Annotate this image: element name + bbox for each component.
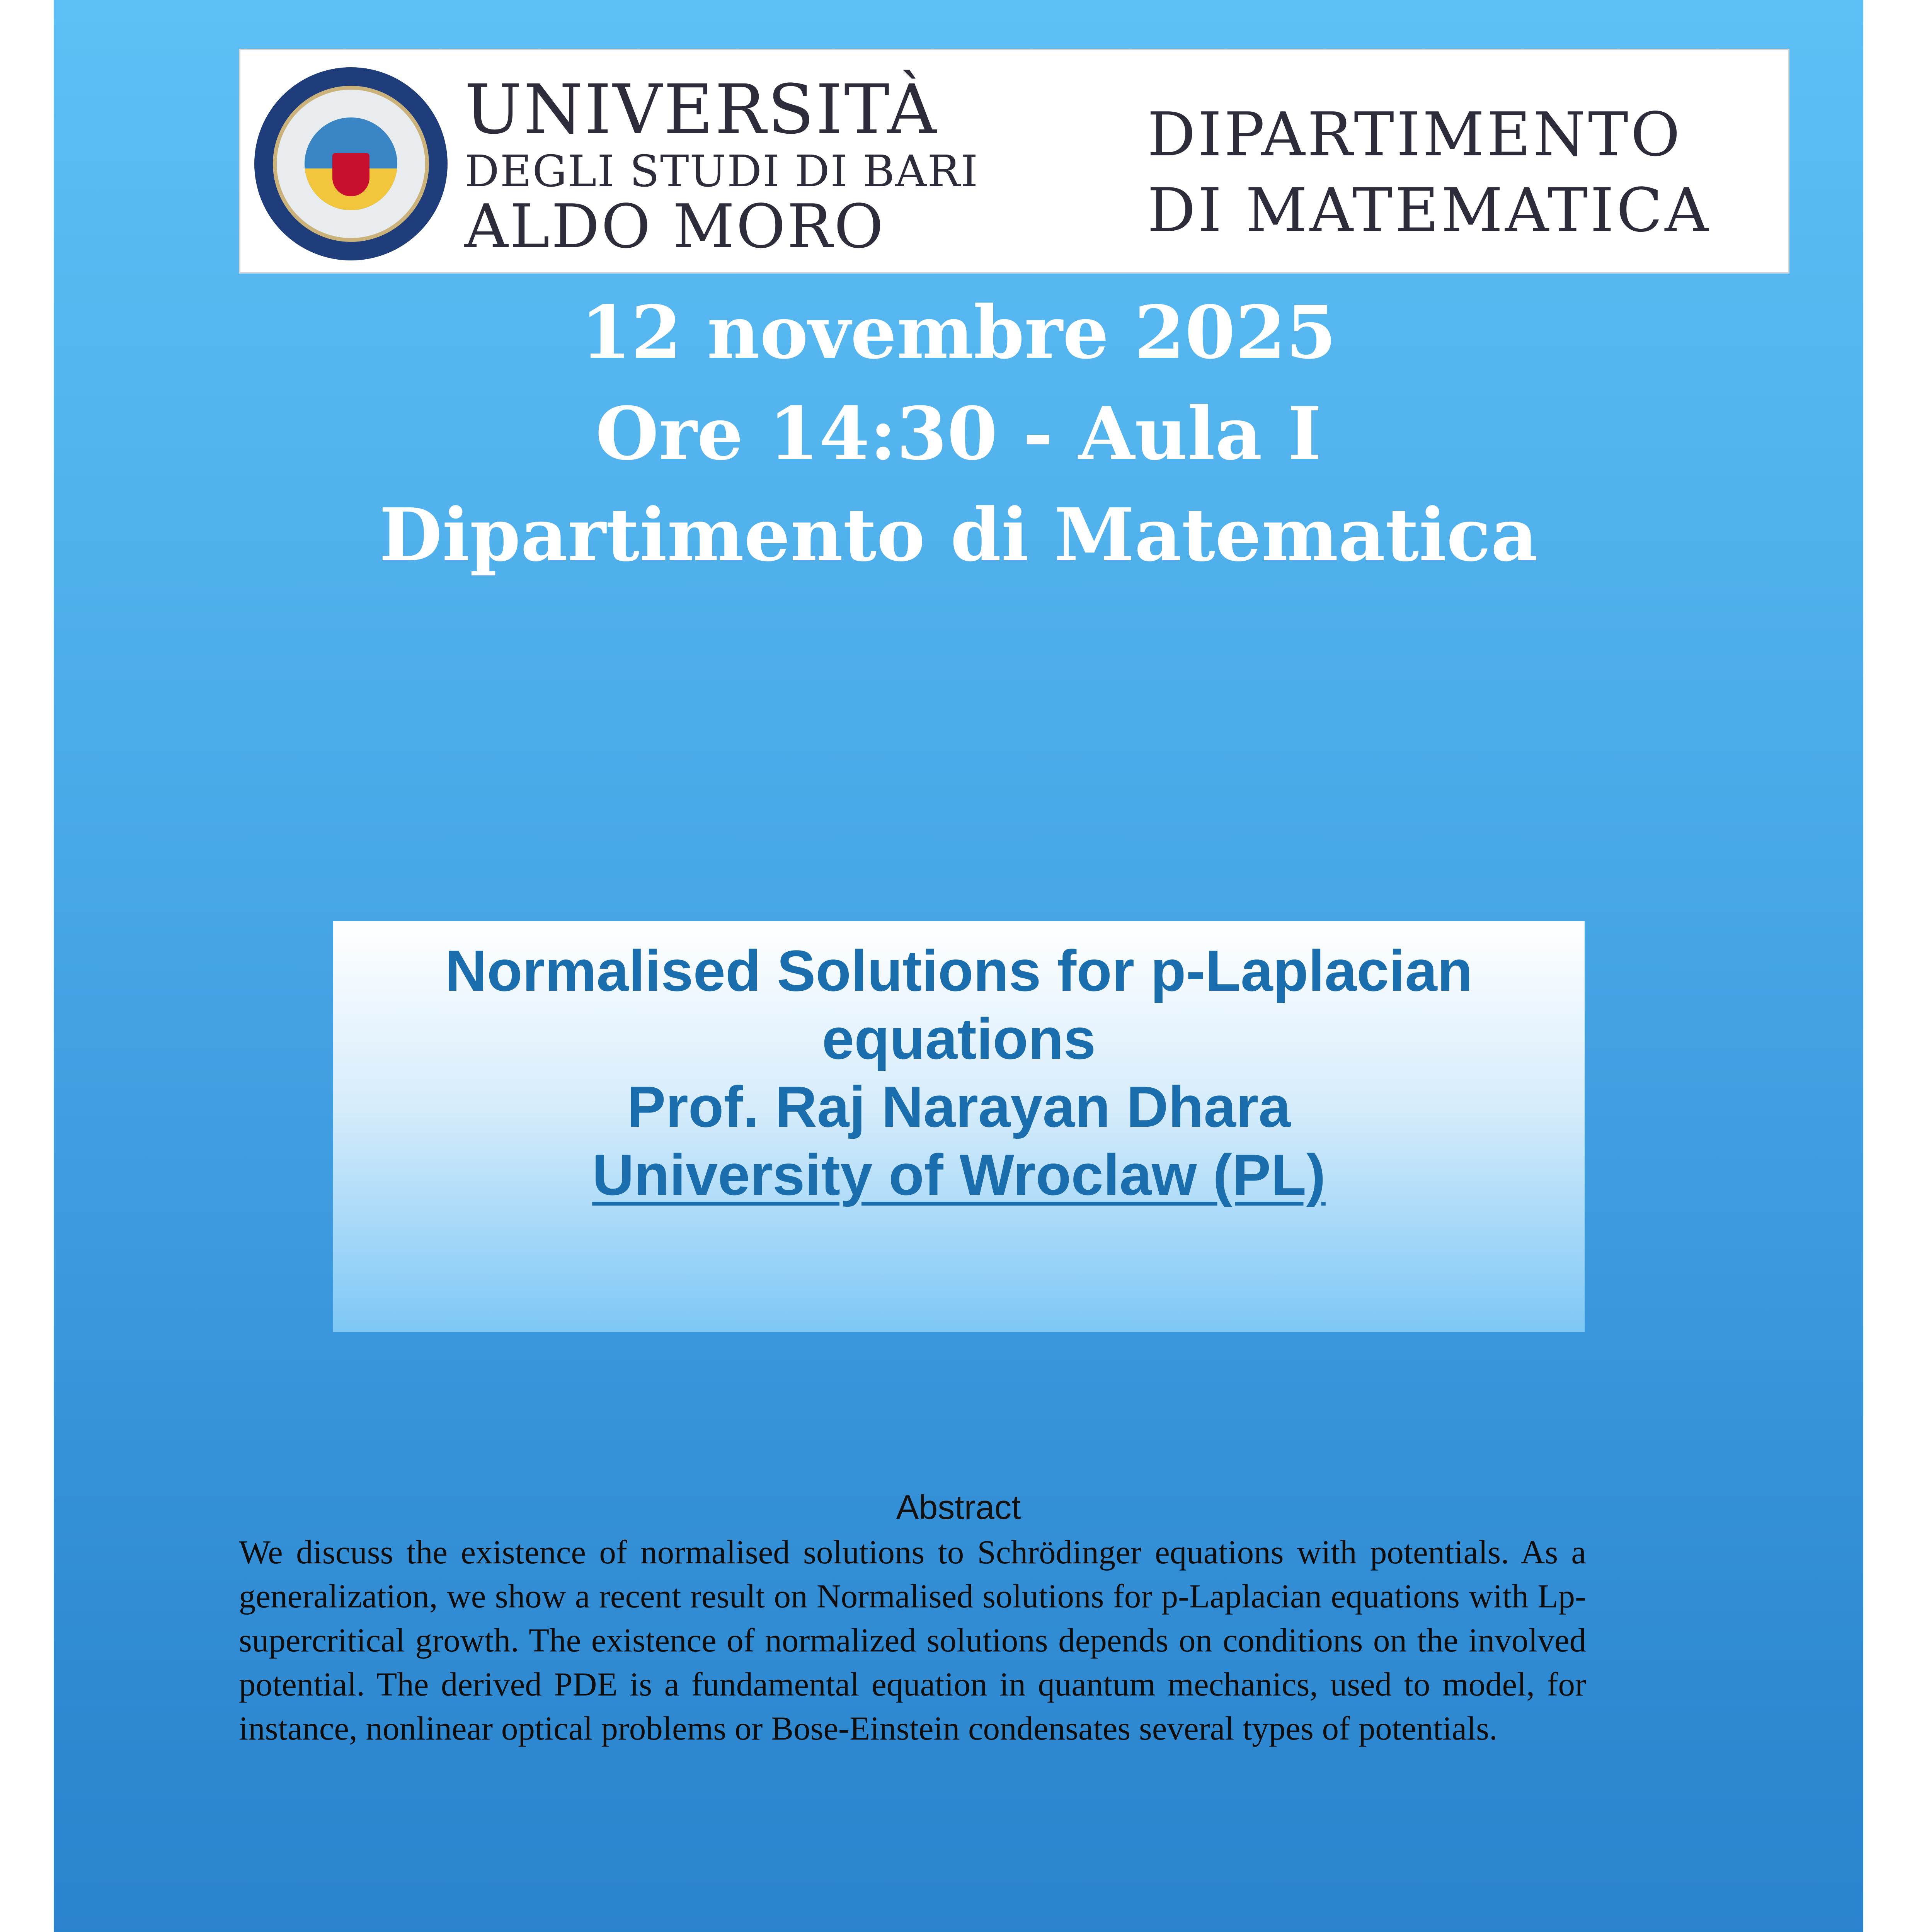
talk-title-line1: Normalised Solutions for p-Laplacian — [445, 938, 1473, 1003]
university-name-line2: DEGLI STUDI DI BARI — [465, 146, 979, 197]
department-name-line2: DI MATEMATICA — [1147, 175, 1711, 245]
poster — [54, 0, 1863, 1932]
university-name-line3: ALDO MORO — [465, 191, 885, 262]
talk-title-line2: equations — [822, 1006, 1096, 1071]
header-banner — [239, 49, 1789, 274]
event-date: 12 novembre 2025 — [581, 290, 1336, 375]
event-venue: Dipartimento di Matematica — [379, 492, 1538, 578]
event-info — [54, 282, 1863, 586]
abstract-text: We discuss the existence of normalised solutions to Schrödinger equations with potentials. As a generalization, we show a recent result on Normalised solutions for p-Laplacian equations with Lp-supercritical growth. The existence of normalized solutions depends on conditions on the involved potential. The derived PDE is a fundamental equation in quantum mechanics, used to model, for instance, nonlinear optical problems or Bose-Einstein condensates several types of potentials. — [239, 1533, 1586, 1747]
university-seal-icon — [254, 67, 448, 260]
speaker-name: Prof. Raj Narayan Dhara — [627, 1074, 1291, 1139]
affiliation-link[interactable]: University of Wroclaw (PL) — [592, 1142, 1326, 1207]
talk-title-box — [333, 921, 1585, 1332]
university-name — [465, 70, 979, 262]
abstract-heading: Abstract — [896, 1488, 1021, 1526]
event-time-room: Ore 14:30 - Aula I — [595, 391, 1322, 476]
department-name-line1: DIPARTIMENTO — [1147, 99, 1682, 170]
university-name-line1: UNIVERSITÀ — [465, 70, 938, 149]
department-name — [1147, 99, 1711, 245]
abstract-body — [239, 1530, 1586, 1750]
